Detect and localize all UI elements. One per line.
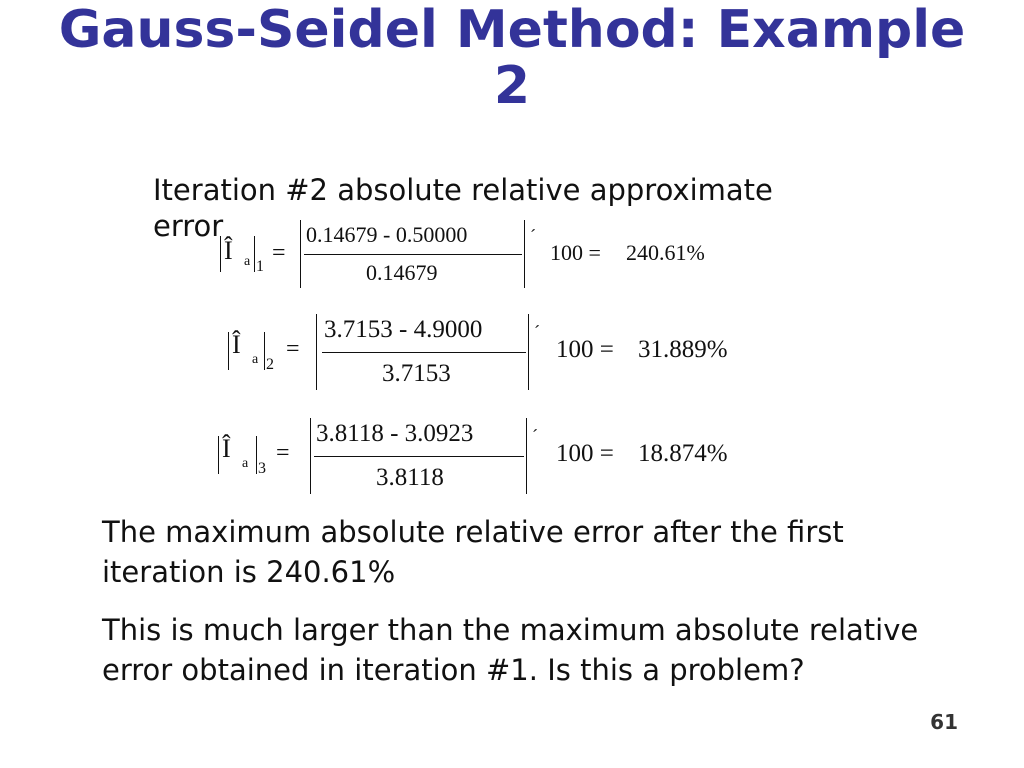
times-sign: ´ bbox=[530, 226, 536, 246]
denominator: 3.7153 bbox=[382, 360, 451, 387]
fraction-line bbox=[314, 456, 524, 457]
fraction-abs-bar-right bbox=[526, 418, 527, 494]
abs-bar-left bbox=[228, 332, 229, 370]
slide-title-line-2: 2 bbox=[493, 56, 531, 116]
equals-sign: = bbox=[276, 440, 290, 466]
numerator: 0.14679 - 0.50000 bbox=[306, 222, 468, 247]
numerator: 3.7153 - 4.9000 bbox=[324, 316, 483, 343]
abs-bar-right bbox=[264, 332, 265, 370]
subscript-a: a bbox=[242, 456, 249, 471]
equals-sign: = bbox=[286, 336, 300, 362]
fraction-abs-bar-right bbox=[528, 314, 529, 390]
slide-title-line-1: Gauss-Seidel Method: Example bbox=[58, 0, 966, 60]
page-number: 61 bbox=[930, 710, 958, 734]
abs-bar-right bbox=[256, 436, 257, 474]
times-sign: ´ bbox=[534, 322, 540, 342]
fraction-line bbox=[304, 254, 522, 255]
hundred-equals: 100 = bbox=[550, 240, 601, 265]
epsilon-symbol: Î bbox=[224, 236, 233, 265]
error-equation-1 bbox=[218, 220, 738, 300]
iteration-heading-line-1: Iteration #2 absolute relative approximate bbox=[153, 173, 773, 207]
fraction-abs-bar-left bbox=[316, 314, 317, 390]
epsilon-symbol: Î bbox=[232, 330, 241, 359]
error-equation-2 bbox=[226, 314, 766, 394]
denominator: 0.14679 bbox=[366, 260, 438, 285]
fraction-abs-bar-left bbox=[310, 418, 311, 494]
equals-sign: = bbox=[272, 240, 286, 266]
conclusion-paragraph: The maximum absolute relative error after the first iteration is 240.61% bbox=[102, 515, 844, 589]
error-result: 31.889% bbox=[638, 336, 728, 363]
subscript-index: 3 bbox=[258, 460, 266, 477]
fraction-abs-bar-left bbox=[300, 220, 301, 288]
slide-title bbox=[0, 0, 1024, 114]
hundred-equals: 100 = bbox=[556, 440, 614, 467]
fraction-abs-bar-right bbox=[524, 220, 525, 288]
hundred-equals: 100 = bbox=[556, 336, 614, 363]
error-equation-3 bbox=[216, 418, 766, 498]
subscript-a: a bbox=[252, 352, 259, 367]
fraction-line bbox=[322, 352, 526, 353]
subscript-index: 1 bbox=[256, 258, 264, 275]
abs-bar-left bbox=[218, 436, 219, 474]
question-paragraph: This is much larger than the maximum absolute relative error obtained in iteration #1. Is this a problem? bbox=[102, 613, 919, 687]
numerator: 3.8118 - 3.0923 bbox=[316, 420, 474, 447]
abs-bar-left bbox=[220, 236, 221, 272]
subscript-a: a bbox=[244, 254, 251, 269]
subscript-index: 2 bbox=[266, 356, 274, 373]
error-result: 18.874% bbox=[638, 440, 728, 467]
error-result: 240.61% bbox=[626, 240, 705, 265]
times-sign: ´ bbox=[532, 426, 538, 446]
epsilon-symbol: Î bbox=[222, 434, 231, 463]
denominator: 3.8118 bbox=[376, 464, 444, 491]
iteration-heading-line-2: error bbox=[153, 209, 224, 243]
abs-bar-right bbox=[254, 236, 255, 272]
